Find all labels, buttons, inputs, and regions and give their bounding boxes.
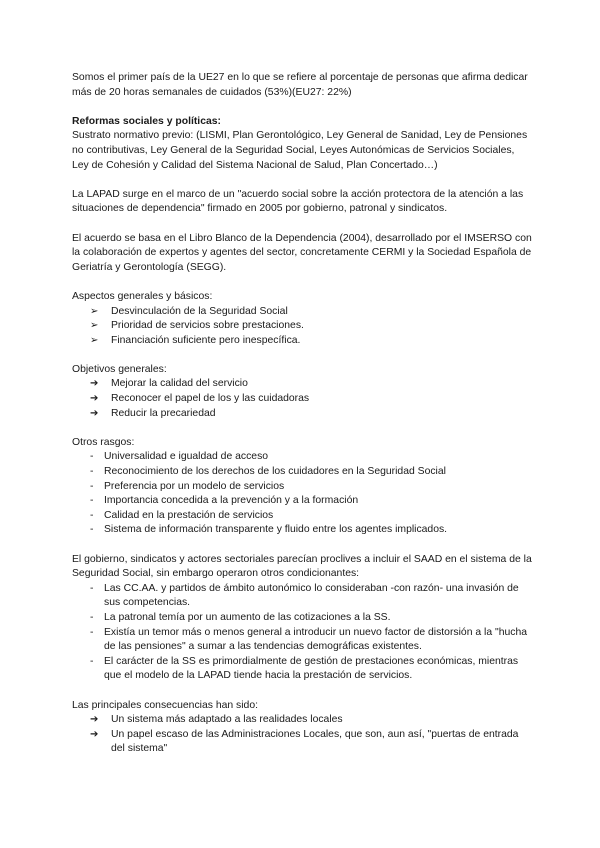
aspectos-heading: Aspectos generales y básicos:: [72, 290, 213, 302]
dash-bullet-icon: -: [90, 509, 94, 521]
list-item: - Existía un temor más o menos general a introducir un nuevo factor de distorsión a la "hucha de las pensiones" a sumar a las tendencias demográficas existentes.: [90, 626, 528, 653]
reformas-heading: Reformas sociales y políticas:: [72, 115, 221, 127]
dash-bullet-icon: -: [90, 466, 94, 478]
list-item: - Calidad en la prestación de servicios: [72, 509, 534, 524]
reformas-paragraph: Sustrato normativo previo: (LISMI, Plan Gerontológico, Ley General de Sanidad, Ley de Pensiones no contributivas, Ley General de la Seguridad Social, Leyes Autonómicas de Servicios Sociales, Ley de Cohesión y Calidad del Sistema Nacional de Salud, Plan Concertado…): [72, 130, 528, 171]
list-item: - Reconocimiento de los derechos de los cuidadores en la Seguridad Social: [72, 465, 534, 480]
acuerdo-paragraph: El acuerdo se basa en el Libro Blanco de la Dependencia (2004), desarrollado por el IMSERSO con la colaboración de expertos y agentes del sector, concretamente CERMI y la Sociedad Española de Geriatría y Gerontología (SEGG).: [72, 232, 532, 273]
gobierno-paragraph: El gobierno, sindicatos y actores sectoriales parecían proclives a incluir el SAAD en el sistema de la Seguridad Social, sin embargo operaron otros condicionantes:: [72, 553, 532, 580]
otros-heading: Otros rasgos:: [72, 436, 135, 448]
list-item: ➔ Un papel escaso de las Administraciones Locales, que son, aun así, "puertas de entrada del sistema": [90, 728, 519, 755]
list-item: ➢ Desvinculación de la Seguridad Social: [72, 305, 534, 320]
list-item: - Universalidad e igualdad de acceso: [72, 450, 534, 465]
consecuencias-heading: Las principales consecuencias han sido:: [72, 699, 258, 711]
list-item: ➢ Prioridad de servicios sobre prestaciones.: [72, 319, 534, 334]
objetivos-list: [72, 377, 534, 421]
otros-list: [72, 450, 534, 538]
arrow-bullet-icon: ➔: [90, 407, 99, 419]
dash-bullet-icon: -: [90, 655, 94, 667]
list-item: - Preferencia por un modelo de servicios: [72, 480, 534, 495]
list-item: ➔ Un sistema más adaptado a las realidades locales: [72, 713, 534, 728]
condicionantes-list: [72, 582, 534, 684]
list-item: ➔ Reconocer el papel de los y las cuidadoras: [72, 392, 534, 407]
consecuencias-list: [72, 713, 534, 757]
chevron-bullet-icon: ➢: [90, 334, 99, 346]
dash-bullet-icon: -: [90, 451, 94, 463]
chevron-bullet-icon: ➢: [90, 305, 99, 317]
list-item: ➔ Mejorar la calidad del servicio: [72, 377, 534, 392]
lapad-paragraph: La LAPAD surge en el marco de un "acuerdo social sobre la acción protectora de la atención a las situaciones de dependencia" firmado en 2005 por gobierno, patronal y sindicatos.: [72, 188, 524, 215]
arrow-bullet-icon: ➔: [90, 393, 99, 405]
dash-bullet-icon: -: [90, 626, 94, 638]
list-item: - El carácter de la SS es primordialmente de gestión de prestaciones económicas, mientras que el modelo de la LAPAD tiende hacia la prestación de servicios.: [90, 655, 519, 682]
dash-bullet-icon: -: [90, 524, 94, 536]
intro-paragraph: Somos el primer país de la UE27 en lo que se refiere al porcentaje de personas que afirma dedicar más de 20 horas semanales de cuidados (53%)(EU27: 22%): [72, 72, 528, 98]
arrow-bullet-icon: ➔: [90, 378, 99, 390]
list-item: ➢ Financiación suficiente pero inespecífica.: [72, 334, 534, 349]
dash-bullet-icon: -: [90, 611, 94, 623]
dash-bullet-icon: -: [90, 480, 94, 492]
objetivos-heading: Objetivos generales:: [72, 363, 167, 375]
document-body: [72, 71, 534, 757]
arrow-bullet-icon: ➔: [90, 728, 99, 740]
aspectos-list: [72, 305, 534, 349]
list-item: - Importancia concedida a la prevención y a la formación: [72, 494, 534, 509]
list-item: - Sistema de información transparente y fluido entre los agentes implicados.: [72, 523, 534, 538]
dash-bullet-icon: -: [90, 582, 94, 594]
list-item: ➔ Reducir la precariedad: [72, 407, 534, 422]
dash-bullet-icon: -: [90, 495, 94, 507]
arrow-bullet-icon: ➔: [90, 714, 99, 726]
chevron-bullet-icon: ➢: [90, 320, 99, 332]
list-item: - Las CC.AA. y partidos de ámbito autonómico lo consideraban -con razón- una invasión de sus competencias.: [90, 582, 519, 609]
list-item: - La patronal temía por un aumento de las cotizaciones a la SS.: [72, 611, 534, 626]
